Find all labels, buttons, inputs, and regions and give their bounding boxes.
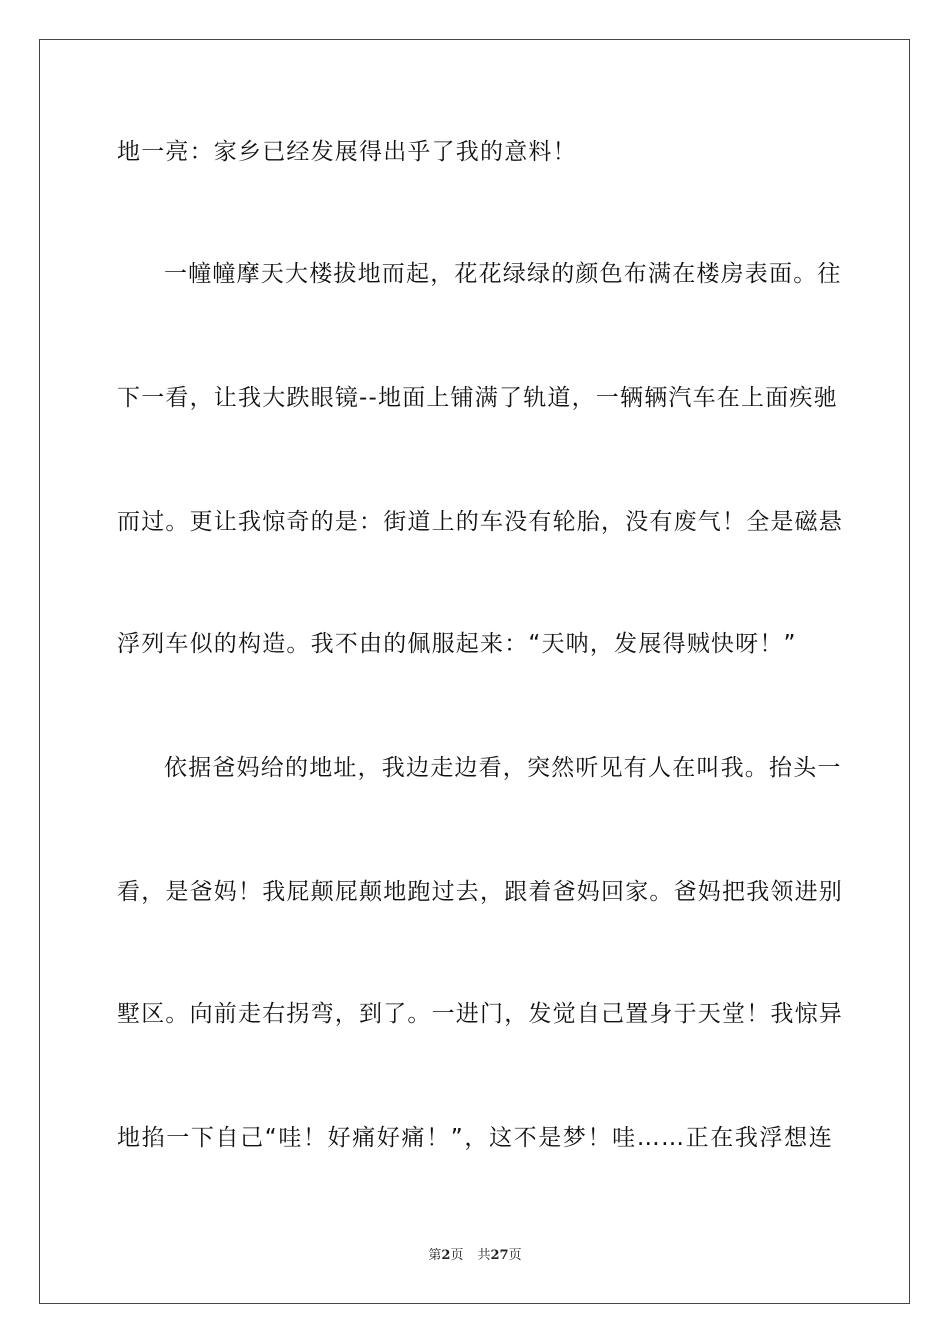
page-suffix: 页 [450,1248,464,1263]
text-line-8: 墅区。向前走右拐弯，到了。一进门，发觉自己置身于天堂！我惊异 [117,1001,843,1027]
text-line-3: 下一看，让我大跌眼镜--地面上铺满了轨道，一辆辆汽车在上面疾驰 [117,385,838,411]
page-footer [0,1246,950,1266]
text-line-4: 而过。更让我惊奇的是：街道上的车没有轮胎，没有废气！全是磁悬 [117,509,843,535]
text-line-6: 依据爸妈给的地址，我边走边看，突然听见有人在叫我。抬头一 [164,755,842,781]
text-line-2: 一幢幢摩天大楼拔地而起，花花绿绿的颜色布满在楼房表面。往 [164,261,842,287]
text-line-1: 地一亮：家乡已经发展得出乎了我的意料！ [117,139,577,165]
total-suffix: 页 [508,1248,522,1263]
text-line-9: 地掐一下自己“哇！好痛好痛！”，这不是梦！哇……正在我浮想连 [117,1125,833,1151]
page-number: 2 [441,1248,451,1263]
page-prefix: 第 [428,1248,442,1263]
total-pages: 27 [490,1248,509,1263]
text-line-5: 浮列车似的构造。我不由的佩服起来：“天呐，发展得贼快呀！” [117,631,797,657]
page-border [39,39,910,1304]
text-line-7: 看，是爸妈！我屁颠屁颠地跑过去，跟着爸妈回家。爸妈把我领进别 [117,879,843,905]
total-prefix: 共 [477,1248,491,1263]
